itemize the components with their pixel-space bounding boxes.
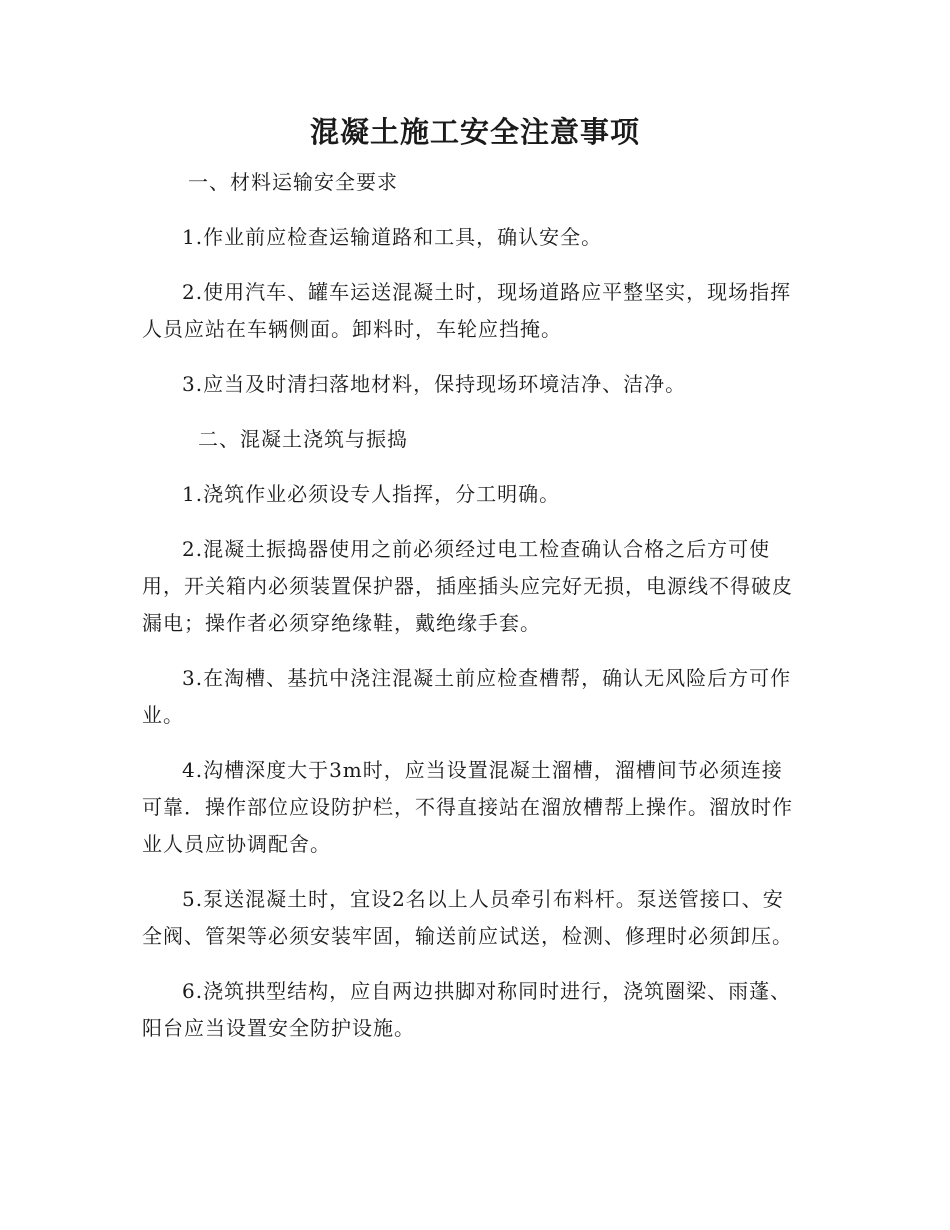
document-body: [142, 164, 802, 1047]
pouring-item-6: 6.浇筑拱型结构，应自两边拱脚对称同时进行，浇筑圈梁、雨蓬、阳台应当设置安全防护设施。: [142, 979, 792, 1040]
transport-item-1: 1.作业前应检查运输道路和工具，确认安全。: [182, 225, 603, 249]
section-heading-pouring: 二、混凝土浇筑与振捣: [198, 427, 408, 451]
page-title: 混凝土施工安全注意事项: [309, 115, 640, 149]
pouring-item-2: 2.混凝土振捣器使用之前必须经过电工检查确认合格之后方可使用，开关箱内必须装置保护器，插座插头应完好无损，电源线不得破皮漏电；操作者必须穿绝缘鞋，戴绝缘手套。: [142, 537, 793, 635]
transport-item-2: 2.使用汽车、罐车运送混凝土时，现场道路应平整坚实，现场指挥人员应站在车辆侧面。卸料时，车轮应挡掩。: [142, 280, 792, 341]
section-heading-transport: 一、材料运输安全要求: [188, 170, 398, 194]
pouring-item-4: 4.沟槽深度大于3m时，应当设置混凝土溜槽，溜槽间节必须连接可靠．操作部位应设防护栏，不得直接站在溜放槽帮上操作。溜放时作业人员应协调配舍。: [142, 758, 793, 856]
pouring-item-1: 1.浇筑作业必须设专人指挥，分工明确。: [182, 482, 561, 506]
pouring-item-3: 3.在淘槽、基抗中浇注混凝土前应检查槽帮，确认无风险后方可作业。: [142, 666, 792, 727]
transport-item-3: 3.应当及时清扫落地材料，保持现场环境洁净、洁净。: [182, 372, 687, 396]
pouring-item-5: 5.泵送混凝土时，宜设2名以上人员牵引布料杆。泵送管接口、安全阀、管架等必须安装牢固，输送前应试送，检测、修理时必须卸压。: [142, 887, 793, 948]
